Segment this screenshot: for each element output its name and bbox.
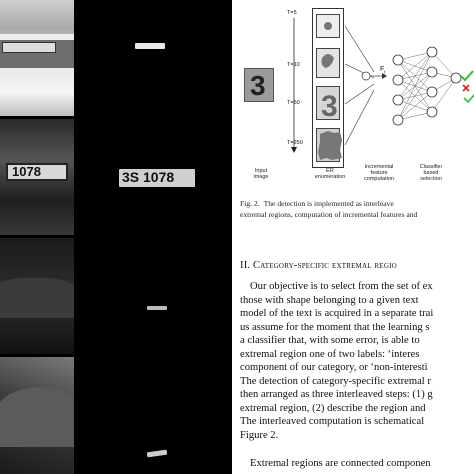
mask-snowy-car xyxy=(77,0,232,116)
caption-text: The detection is implemented as interleave xyxy=(263,199,394,208)
photo-car-roof xyxy=(0,357,74,474)
cross-icon xyxy=(463,85,469,91)
mask-plate-region xyxy=(147,306,167,310)
mask-plate-region xyxy=(135,43,165,49)
threshold-label: T=10 xyxy=(287,62,300,68)
body-line: The detection of category-specific extremal r xyxy=(240,375,431,387)
classifier-network xyxy=(393,47,461,125)
body-line: those with shape belonging to a given text xyxy=(240,294,419,306)
stage-label-input: Input image xyxy=(253,168,269,180)
body-line: model of the text is acquired in a separate trai xyxy=(240,308,434,319)
feature-label xyxy=(380,66,386,74)
mask-plate-1078 xyxy=(77,119,232,235)
stage-label-incremental: Incremental feature computation xyxy=(364,164,394,182)
feature-node xyxy=(362,72,370,80)
body-line: extremal region, (2) describe the region and xyxy=(240,402,426,414)
photo-dark-car xyxy=(0,238,74,354)
threshold-label: T=50 xyxy=(287,100,300,106)
body-line: The interleaved computation is schematical xyxy=(240,416,425,427)
figure-caption xyxy=(240,198,474,220)
figure-2 xyxy=(232,0,474,196)
er-blob-3: 3 xyxy=(321,90,338,123)
mask-plate-region xyxy=(147,450,168,458)
license-plate xyxy=(2,42,56,53)
body-line: then arranged as three interleaved steps: (1) g xyxy=(240,389,433,400)
section-number: II. xyxy=(240,260,251,271)
stage-label-classifier: Classifier based selection xyxy=(419,164,443,182)
mask-car-roof xyxy=(77,357,232,474)
car-hood xyxy=(0,278,74,318)
threshold-label: T=250 xyxy=(287,140,303,146)
body-line: a classifier that, with some error, is able to xyxy=(240,335,420,346)
er-blob-small xyxy=(324,22,332,30)
caption-line xyxy=(240,198,474,209)
caption-label: Fig. 2. xyxy=(240,199,260,208)
er-link xyxy=(345,90,374,145)
feature-label-sub: t xyxy=(384,69,386,75)
er-link xyxy=(345,84,374,104)
threshold-label: T=5 xyxy=(287,10,297,16)
license-plate-text: 1078 xyxy=(6,163,68,181)
check-icon xyxy=(461,71,473,80)
body-paragraph xyxy=(240,280,474,442)
stage-label-er: ER enumeration xyxy=(314,168,346,180)
photo-snowy-car xyxy=(0,0,74,116)
body-line: Our objective is to select from the set of ex xyxy=(250,281,433,292)
er-blob-large xyxy=(318,131,342,160)
car-roof xyxy=(0,387,74,447)
body-paragraph-2: Extremal regions are connected componen xyxy=(250,458,431,469)
er-link xyxy=(345,26,374,72)
body-line: us assume for the moment that the learning s xyxy=(240,321,430,333)
mask-plate-text: 3S 1078 xyxy=(122,169,175,185)
body-line: component of our category, or ‘non-interesti xyxy=(240,362,428,373)
photo-plate-1078 xyxy=(0,119,74,235)
paper-page xyxy=(232,0,474,474)
input-digit: 3 xyxy=(250,70,266,101)
photo-strip xyxy=(0,0,232,474)
section-title: Category-specific extremal regio xyxy=(253,260,397,271)
feature-label-f: F xyxy=(380,66,385,73)
check-icon xyxy=(464,94,474,102)
er-blob-3-partial xyxy=(322,54,335,68)
time-axis-arrowhead xyxy=(291,147,297,153)
mask-dark-car xyxy=(77,238,232,354)
section-heading xyxy=(240,260,397,271)
body-line: Figure 2. xyxy=(240,429,279,441)
caption-line: extremal regions, computation of incremental features and xyxy=(240,210,418,219)
body-line: extremal region one of two labels: ‘interes xyxy=(240,348,420,360)
